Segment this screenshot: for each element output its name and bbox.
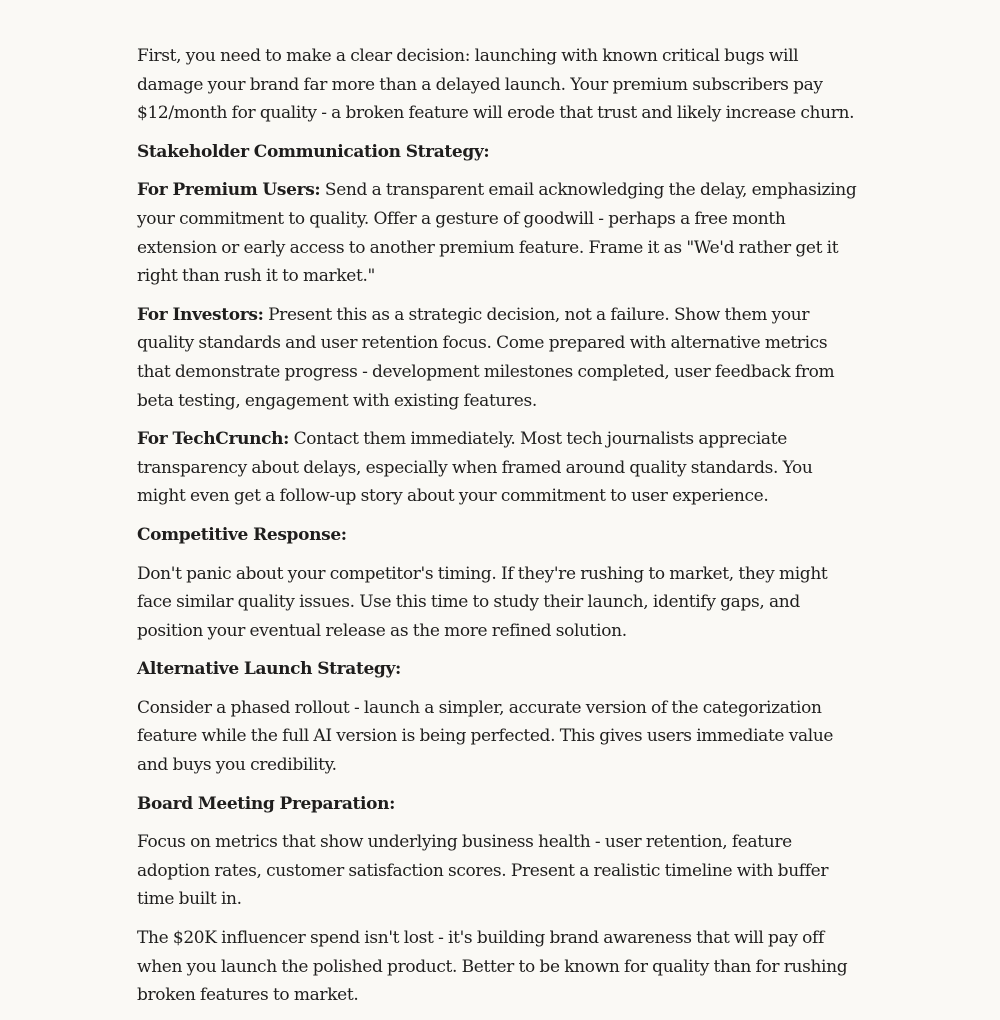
techcrunch-paragraph <box>137 425 864 511</box>
investors-paragraph <box>137 301 864 415</box>
premium-users-label: For Premium Users: <box>137 180 321 201</box>
board-heading: Board Meeting Preparation: <box>137 793 396 814</box>
assistant-message <box>137 42 864 1020</box>
board-paragraph: Focus on metrics that show underlying business health - user retention, feature adoption rates, customer satisfaction scores. Present a realistic timeline with buffer time built in. <box>137 832 829 910</box>
alternative-heading: Alternative Launch Strategy: <box>137 659 401 680</box>
investors-text: Present this as a strategic decision, not a failure. Show them your quality standards and user retention focus. Come prepared with alternative metrics that demonstrate progress - development milestones completed, user feedback from beta testing, engagement with existing features. <box>137 304 835 411</box>
premium-users-paragraph <box>137 176 864 290</box>
premium-users-text: Send a transparent email acknowledging the delay, emphasizing your commitment to quality. Offer a gesture of goodwill - perhaps a free month extension or early access to another premium feature. Frame it as "We'd rather get it right than rush it to market." <box>137 180 857 287</box>
stakeholder-heading: Stakeholder Communication Strategy: <box>137 141 490 162</box>
techcrunch-label: For TechCrunch: <box>137 429 290 450</box>
intro-paragraph: First, you need to make a clear decision: launching with known critical bugs will damage your brand far more than a delayed launch. Your premium subscribers pay $12/month for quality - a broken feature will erode that trust and likely increase churn. <box>137 46 855 124</box>
investors-label: For Investors: <box>137 304 264 325</box>
competitive-paragraph: Don't panic about your competitor's timing. If they're rushing to market, they might face similar quality issues. Use this time to study their launch, identify gaps, and position your eventual release as the more refined solution. <box>137 563 828 641</box>
closing-paragraph: The $20K influencer spend isn't lost - it's building brand awareness that will pay off when you launch the polished product. Better to be known for quality than for rushing broken features to market. <box>137 928 848 1006</box>
alternative-paragraph: Consider a phased rollout - launch a simpler, accurate version of the categorization feature while the full AI version is being perfected. This gives users immediate value and buys you credibility. <box>137 697 834 776</box>
techcrunch-text: Contact them immediately. Most tech journalists appreciate transparency about delays, especially when framed around quality standards. You might even get a follow-up story about your commitment to user experience. <box>137 429 813 507</box>
competitive-heading: Competitive Response: <box>137 524 347 545</box>
